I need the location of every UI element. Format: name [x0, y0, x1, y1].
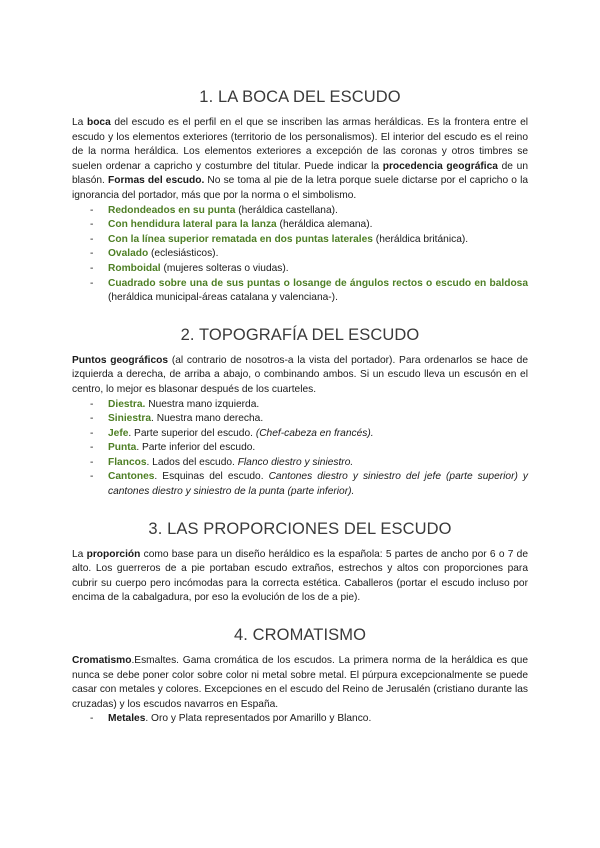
document-page: [72, 88, 528, 727]
text-run: (heráldica castellana).: [235, 204, 338, 216]
list-item: [72, 427, 528, 442]
bold-term: procedencia geográfica: [382, 160, 498, 172]
section-cromatismo: [72, 626, 528, 727]
list-item: [72, 441, 528, 456]
section-heading: 4. CROMATISMO: [233, 626, 367, 645]
text-run: (heráldica municipal-áreas catalana y valenciana-).: [108, 292, 338, 304]
dash-bullet: -: [90, 277, 94, 289]
bold-term: boca: [86, 117, 111, 128]
text-run: . Esquinas del escudo.: [154, 471, 269, 483]
green-term: Con la línea superior rematada en dos puntas laterales: [108, 233, 373, 245]
list-item: [72, 247, 528, 262]
text-run: . Nuestra mano derecha.: [151, 413, 264, 425]
green-term: Jefe: [108, 427, 129, 439]
green-term: Con hendidura lateral para la lanza: [108, 219, 277, 231]
bold-term: Formas del escudo.: [108, 175, 205, 187]
text-run: Nuestra mano izquierda.: [145, 398, 260, 410]
dash-bullet: -: [90, 427, 94, 439]
dash-bullet: -: [90, 398, 94, 410]
dash-bullet: -: [90, 204, 94, 216]
paragraph: [72, 548, 528, 606]
green-term: Flancos: [108, 456, 147, 468]
dash-bullet: -: [90, 248, 94, 260]
shield-shapes-list: [72, 204, 528, 306]
green-term: Siniestra: [108, 413, 152, 425]
text-run: .Esmaltes. Gama cromática de los escudos. La primera norma de la heráldica es que nunca se debe poner color sobre color ni metal sobre metal. El púrpura excepcionalmente se puede casar con metales y colores. Excepciones en el escudo del Reino de Jerusalén (cristiano durante las cruzadas) y los escudos navarros en España.: [72, 655, 528, 710]
text-run: (mujeres solteras o viudas).: [160, 262, 289, 274]
italic-note: Flanco diestro y siniestro.: [237, 456, 354, 468]
text-run: No se toma al pie de la letra porque suele dictarse por el capricho o la ignorancia del portador, más que por la norma o el simbolismo.: [72, 175, 529, 201]
green-term: Redondeados en su punta: [108, 204, 236, 216]
italic-note: (Chef-cabeza en francés).: [255, 427, 374, 439]
text-run: de un blasón.: [72, 160, 528, 187]
text-run: como base para un diseño heráldico es la española: 5 partes de ancho por 6 o 7 de alto. Los guerreros de a pie portaban escudo extraños, estrechos y altos con proporciones para cubrir su cuerpo pero incómodas para la correcta estética. Caballeros (portar el escudo incluso por encima de la cabalgadura, por eso la evolución de los de a pie).: [72, 548, 528, 604]
paragraph: [72, 354, 528, 398]
section-heading: 1. LA BOCA DEL ESCUDO: [199, 88, 401, 106]
list-item: [72, 233, 528, 248]
list-item: [72, 412, 528, 427]
text-run: . Parte inferior del escudo.: [136, 442, 256, 454]
green-term: Cuadrado sobre una de sus puntas o losange de ángulos rectos o escudo en baldosa: [108, 277, 528, 289]
dash-bullet: -: [90, 471, 94, 483]
text-run: La: [72, 548, 87, 560]
dash-bullet: -: [90, 262, 94, 274]
list-item: [72, 262, 528, 277]
text-run: . Oro y Plata representados por Amarillo y Blanco.: [145, 713, 372, 725]
text-run: (eclesiásticos).: [148, 248, 219, 260]
geographic-points-list: [72, 398, 528, 500]
section-proporciones: [72, 520, 528, 606]
list-item: [72, 398, 528, 413]
dash-bullet: -: [90, 442, 94, 454]
section-heading: 3. LAS PROPORCIONES DEL ESCUDO: [148, 519, 452, 538]
bold-term: proporción: [86, 548, 141, 560]
green-term: Diestra.: [108, 398, 146, 410]
paragraph: [72, 116, 528, 204]
list-item: [72, 218, 528, 233]
italic-note: Cantones diestro y siniestro del jefe (parte superior) y cantones diestro y siniestro de la punta (parte inferior).: [108, 471, 528, 498]
dash-bullet: -: [90, 233, 94, 245]
bold-term: Metales: [108, 713, 146, 725]
list-item: [72, 204, 528, 219]
text-run: (heráldica alemana).: [276, 219, 373, 231]
dash-bullet: -: [90, 413, 94, 425]
paragraph: [72, 654, 528, 712]
list-item: [72, 470, 528, 499]
dash-bullet: -: [90, 456, 94, 468]
green-term: Ovalado: [108, 248, 149, 260]
list-item: [72, 456, 528, 471]
bold-term: Puntos geográficos: [72, 354, 169, 366]
section-topografia: [72, 326, 528, 500]
bold-term: Cromatismo: [72, 655, 132, 667]
text-run: . Lados del escudo.: [146, 456, 238, 468]
green-term: Cantones: [108, 471, 155, 483]
text-run: La: [72, 117, 87, 128]
text-run: (al contrario de nosotros-a la vista del portador). Para ordenarlos se hace de izquierda a derecha, de arriba a abajo, o combinando ambos. Si un escudo lleva un escusón en el centro, lo mejor es blasonar después de los cuarteles.: [72, 354, 528, 395]
text-run: (heráldica británica).: [372, 233, 469, 245]
green-term: Punta: [108, 442, 137, 454]
text-run: . Parte superior del escudo.: [128, 427, 256, 439]
green-term: Romboidal: [108, 262, 161, 274]
section-la-boca: [72, 88, 528, 306]
section-heading: 2. TOPOGRAFÍA DEL ESCUDO: [180, 325, 420, 344]
dash-bullet: -: [90, 713, 94, 725]
dash-bullet: -: [90, 219, 94, 231]
metals-list: [72, 712, 528, 727]
list-item: [72, 277, 528, 306]
list-item: [72, 712, 528, 727]
text-run: del escudo es el perfil en el que se inscriben las armas heráldicas. Es la frontera entre el escudo y los elementos exteriores (territorio de los personalismos). El interior del escudo es el reino de la norma heráldica. Los elementos exteriores a excepción de las coronas y otros timbres se suelen ordenar a capricho y costumbre del titular. Puede indicar la: [72, 117, 528, 172]
